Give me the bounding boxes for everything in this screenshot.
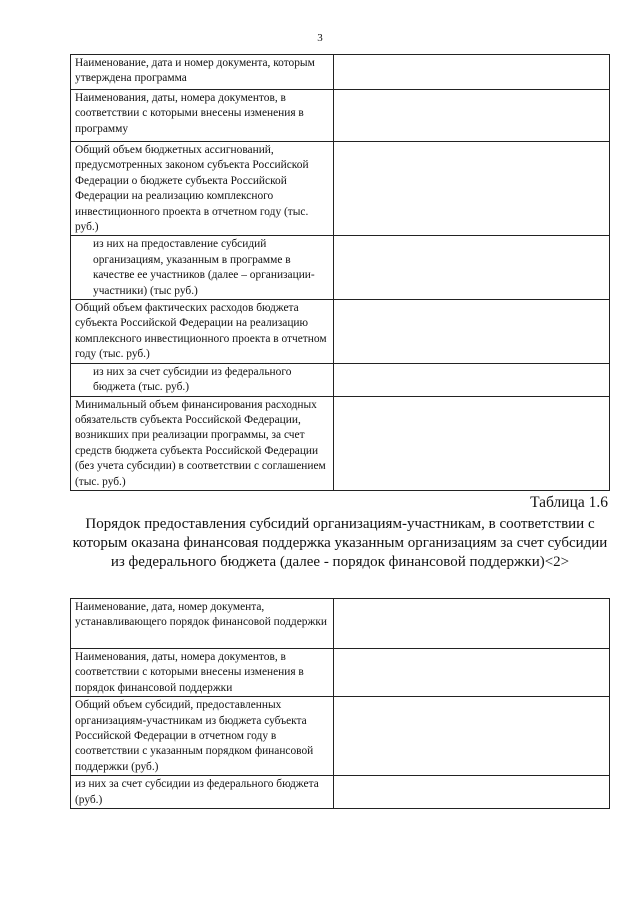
subsidy-procedure-table-body [71,599,610,809]
row-value [334,300,610,364]
row-value [334,142,610,236]
row-label: из них за счет субсидии из федерального бюджета (тыс. руб.) [71,363,334,396]
program-info-table [70,54,610,491]
table-row [71,697,610,776]
row-label: Общий объем бюджетных ассигнований, предусмотренных законом субъекта Российской Федерации о бюджете субъекта Российской Федерации на реализацию комплексного инвестиционного проекта в отчетном году (тыс. руб.) [71,142,334,236]
row-label: из них за счет субсидии из федерального бюджета (руб.) [71,776,334,809]
table-row [71,776,610,809]
row-label: Наименование, дата и номер документа, которым утверждена программа [71,55,334,90]
table-row [71,142,610,236]
table-number: Таблица 1.6 [530,494,608,511]
row-label: из них на предоставление субсидий организациям, указанным в программе в качестве ее участников (далее – организации-участники) (тыс руб.) [71,236,334,300]
table-row [71,90,610,142]
program-info-table-body [71,55,610,491]
row-value [334,697,610,776]
row-value [334,649,610,697]
row-label: Наименования, даты, номера документов, в соответствии с которыми внесены изменения в программу [71,90,334,142]
table-row [71,236,610,300]
row-label: Общий объем субсидий, предоставленных организациям-участникам из бюджета субъекта Российской Федерации в отчетном году в соответствии с указанным порядком финансовой поддержки (руб.) [71,697,334,776]
table-row [71,363,610,396]
row-label: Наименования, даты, номера документов, в соответствии с которыми внесены изменения в порядок финансовой поддержки [71,649,334,697]
row-value [334,90,610,142]
row-value [334,363,610,396]
page-number: 3 [317,32,323,44]
row-label: Общий объем фактических расходов бюджета субъекта Российской Федерации на реализацию комплексного инвестиционного проекта в отчетном году (тыс. руб.) [71,300,334,364]
table-row [71,649,610,697]
row-label: Наименование, дата, номер документа, устанавливающего порядок финансовой поддержки [71,599,334,649]
table-row [71,55,610,90]
row-value [334,236,610,300]
table-row [71,300,610,364]
subsidy-procedure-table [70,598,610,809]
row-value [334,599,610,649]
row-value [334,55,610,90]
row-value [334,776,610,809]
table-row [71,396,610,490]
table-caption: Порядок предоставления субсидий организациям-участникам, в соответствии с которым оказана финансовая поддержка указанным организациям за счет субсидии из федерального бюджета (далее - порядок финансовой поддержки)<2> [72,516,608,570]
row-value [334,396,610,490]
row-label: Минимальный объем финансирования расходных обязательств субъекта Российской Федерации, возникших при реализации программы, за счет средств бюджета субъекта Российской Федерации (без учета субсидии) в соответствии с соглашением (тыс. руб.) [71,396,334,490]
table-row [71,599,610,649]
